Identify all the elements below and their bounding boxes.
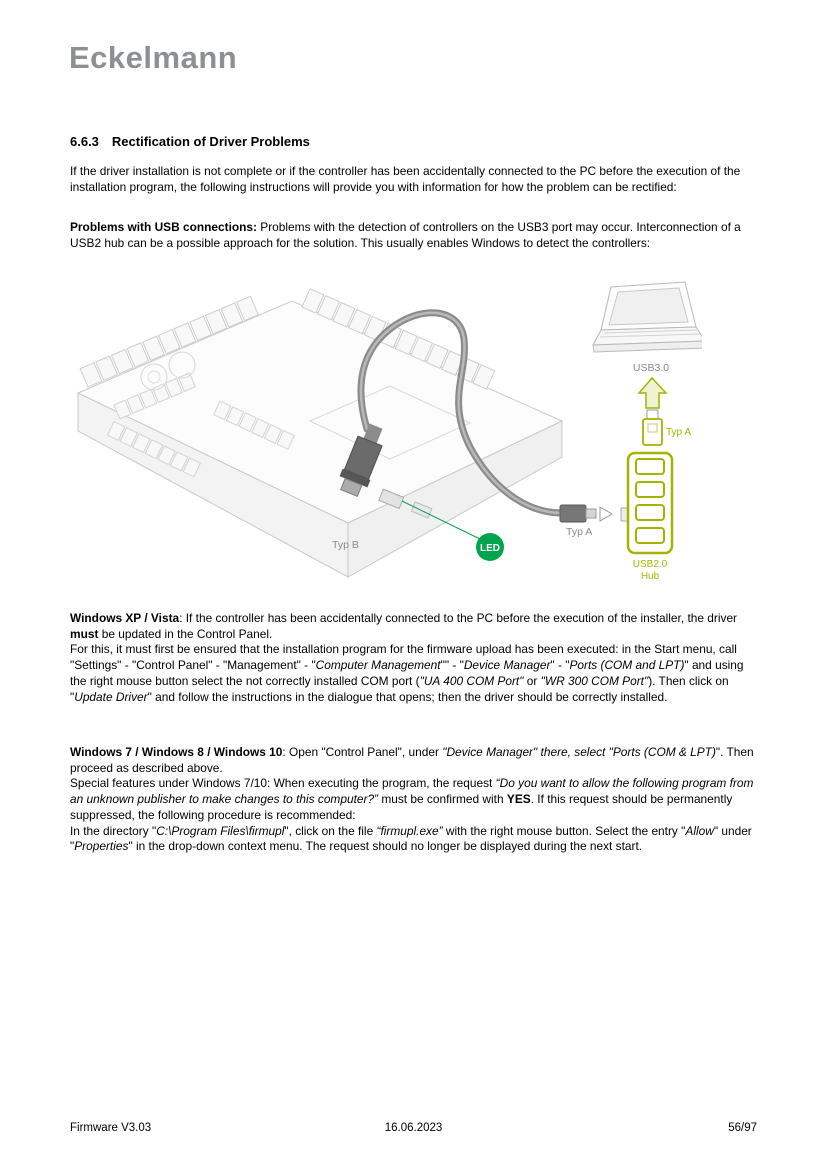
usb-type-a-plug: [560, 505, 612, 522]
paragraph-windows-xp-vista: Windows XP / Vista: If the controller has been accidentally connected to the PC before the execution of the installer, the driver must be updated in the Control Panel. For this, it must first be ensured that the installation program for the firmware upload has been executed: in the Start menu, call "Settings" - "Control Panel" - "Management" - "Computer Management"" - "Device Manager" - "Ports (COM and LPT)" and using the right mouse button select the not correctly installed COM port ("UA 400 COM Port" or "WR 300 COM Port"). Then click on "Update Driver" and follow the instructions in the dialogue that opens; then the driver should be correctly installed.: [70, 611, 744, 704]
page-footer: [70, 1122, 757, 1138]
hub-label-line2: Hub: [640, 571, 660, 582]
typ-a-green-connector-icon: [643, 410, 662, 445]
section-heading: [70, 134, 310, 149]
plug-direction-arrow-icon: [600, 507, 612, 521]
usb-hub-diagram: [70, 281, 702, 601]
laptop-icon: [593, 282, 702, 352]
usb-hub-connection-figure: [70, 281, 702, 601]
usb3-label: USB3.0: [632, 362, 670, 374]
hub-port-3: [636, 505, 664, 520]
eckelmann-logo: Eckelmann: [69, 40, 238, 75]
paragraph-usb-problems: Problems with USB connections: Problems with the detection of controllers on the USB3 port may occur. Interconnection of a USB2 hub can be a possible approach for the solution. This usually enables Windows to detect the controllers:: [70, 220, 741, 250]
led-badge-label: LED: [480, 543, 500, 554]
footer-page-number: 56/97: [728, 1122, 757, 1134]
usb2-hub: [621, 453, 672, 553]
hub-port-1: [636, 459, 664, 474]
up-arrow-icon: [639, 378, 666, 408]
hub-label-line1: USB2.0: [632, 559, 668, 570]
section-number: 6.6.3: [70, 134, 99, 149]
typ-a-green-label: Typ A: [666, 427, 692, 438]
hub-port-2: [636, 482, 664, 497]
paragraph-windows-7-8-10: Windows 7 / Windows 8 / Windows 10: Open "Control Panel", under "Device Manager" there, select "Ports (COM & LPT)". Then proceed as described above. Special features under Windows 7/10: When executing the program, the request “Do you want to allow the following program from an unknown publisher to make changes to this computer?” must be confirmed with YES. If this request should be permanently suppressed, the following procedure is recommended: In the directory "C:\Program Files\firmupl", click on the file “firmupl.exe” with the right mouse button. Select the entry "Allow" under "Properties" in the drop-down context menu. The request should no longer be displayed during the next start.: [70, 745, 754, 854]
footer-firmware-version: Firmware V3.03: [70, 1122, 152, 1134]
typ-a-cable-label: Typ A: [566, 526, 593, 538]
footer-date: 16.06.2023: [384, 1122, 443, 1134]
typ-b-label: Typ B: [332, 539, 359, 551]
hub-port-4: [636, 528, 664, 543]
section-title: Rectification of Driver Problems: [111, 134, 310, 149]
paragraph-intro: If the driver installation is not complete or if the controller has been accidentally connected to the PC before the execution of the installation program, the following instructions will provide you with information for how the problem can be rectified:: [70, 164, 741, 194]
